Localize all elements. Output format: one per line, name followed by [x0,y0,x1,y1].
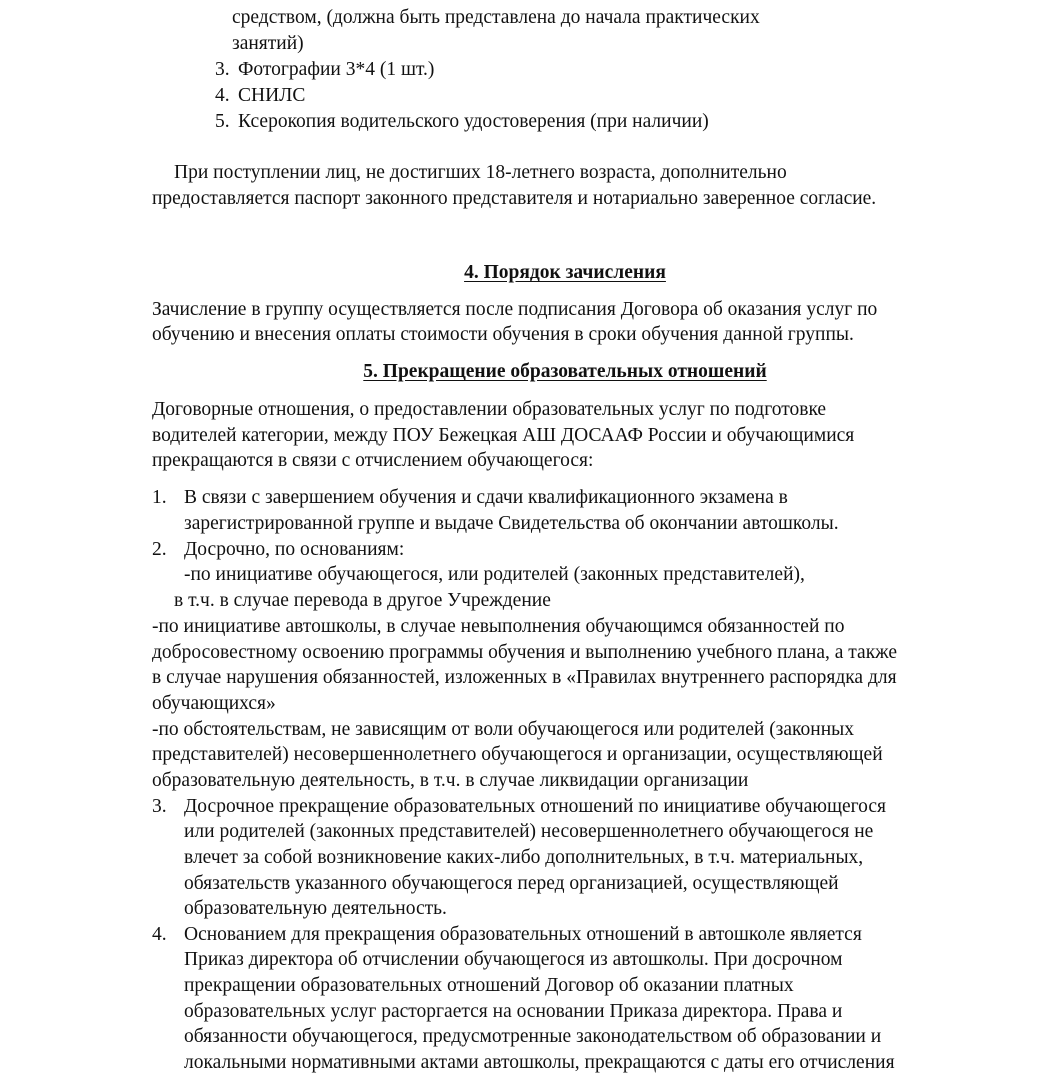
doc-text-line: образовательную деятельность. [184,898,447,919]
doc-text-line: Досрочное прекращение образовательных отношений по инициативе обучающегося [184,796,886,817]
list-item-number: 1. [152,487,167,508]
doc-text-line: средством, (должна быть представлена до начала практических [232,7,760,28]
section-5-title: 5. Прекращение образовательных отношений [363,361,767,382]
list-item-number: 3. [152,796,167,817]
list-item: Фотографии 3*4 (1 шт.) [238,59,435,80]
minors-note-line: предоставляется паспорт законного представителя и нотариально заверенное согласие. [152,188,877,209]
doc-text-line: Основанием для прекращения образовательных отношений в автошколе является [184,924,862,945]
doc-text-line: Приказ директора об отчислении обучающегося из автошколы. При досрочном [184,949,843,970]
doc-text-line: водителей категории, между ПОУ Бежецкая АШ ДОСААФ России и обучающимися [152,425,855,446]
list-item-number: 5. [215,111,230,132]
doc-text-line: локальными нормативными актами автошколы, прекращаются с даты его отчисления [184,1052,895,1073]
doc-text-line: обязательств указанного обучающегося перед организацией, осуществляющей [184,873,839,894]
doc-text-line: или родителей (законных представителей) несовершеннолетнего обучающегося не [184,821,874,842]
doc-text-line: В связи с завершением обучения и сдачи квалификационного экзамена в [184,487,788,508]
doc-text-line: представителей) несовершеннолетнего обучающегося и организации, осуществляющей [152,744,883,765]
doc-text-line: влечет за собой возникновение каких-либо дополнительных, в т.ч. материальных, [184,847,864,868]
section-heading [0,359,1061,385]
doc-text-line: в т.ч. в случае перевода в другое Учреждение [174,590,551,611]
doc-text-line: образовательную деятельность, в т.ч. в случае ликвидации организации [152,770,749,791]
doc-text-line: образовательных услуг расторгается на основании Приказа директора. Права и [184,1001,843,1022]
doc-text-line: -по инициативе обучающегося, или родителей (законных представителей), [184,564,805,585]
doc-text-line: прекращении образовательных отношений Договор об оказании платных [184,975,794,996]
doc-text-line: Зачисление в группу осуществляется после подписания Договора об оказания услуг по [152,299,878,320]
list-item: Ксерокопия водительского удостоверения (при наличии) [238,111,709,132]
list-item-number: 4. [152,924,167,945]
doc-text-line: обучающихся» [152,693,276,714]
doc-text-line: обязанности обучающегося, предусмотренные законодательством об образовании и [184,1026,882,1047]
doc-text-line: Досрочно, по основаниям: [184,539,405,560]
doc-text-line: занятий) [232,33,304,54]
doc-text-line: -по обстоятельствам, не зависящим от воли обучающегося или родителей (законных [152,719,854,740]
doc-text-line: зарегистрированной группе и выдаче Свидетельства об окончании автошколы. [184,513,839,534]
doc-text-line: добросовестному освоению программы обучения и выполнению учебного плана, а также [152,642,898,663]
doc-text-line: Договорные отношения, о предоставлении образовательных услуг по подготовке [152,399,827,420]
list-item-number: 2. [152,539,167,560]
doc-text-line: -по инициативе автошколы, в случае невыполнения обучающимся обязанностей по [152,616,845,637]
list-item-number: 3. [215,59,230,80]
doc-text-line: в случае нарушения обязанностей, изложенных в «Правилах внутреннего распорядка для [152,667,897,688]
list-item-number: 4. [215,85,230,106]
list-item: СНИЛС [238,85,306,106]
section-heading [0,260,1061,286]
doc-text-line: прекращаются в связи с отчислением обучающегося: [152,450,594,471]
doc-text-line: обучению и внесения оплаты стоимости обучения в сроки обучения данной группы. [152,324,854,345]
minors-note-line: При поступлении лиц, не достигших 18-летнего возраста, дополнительно [174,162,787,183]
section-4-title: 4. Порядок зачисления [464,262,666,283]
